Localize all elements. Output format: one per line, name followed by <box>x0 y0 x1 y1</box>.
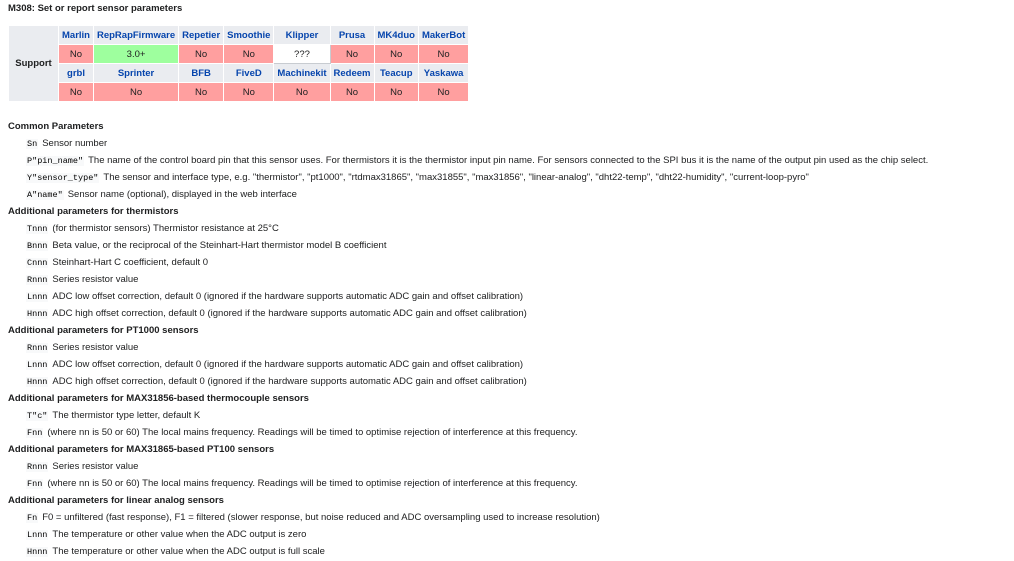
firmware-support-status: No <box>274 83 330 102</box>
section-heading: Additional parameters for linear analog sensors <box>8 495 224 506</box>
firmware-link[interactable]: RepRapFirmware <box>93 26 178 45</box>
parameter-item <box>8 135 1008 152</box>
parameter-description: Beta value, or the reciprocal of the Steinhart-Hart thermistor model B coefficient <box>52 240 387 251</box>
parameter-code: Bnnn <box>27 241 48 251</box>
support-table <box>8 25 469 102</box>
parameter-description: Series resistor value <box>52 274 139 285</box>
firmware-link[interactable]: BFB <box>179 64 224 83</box>
firmware-link[interactable]: Machinekit <box>274 64 330 83</box>
firmware-link[interactable]: Smoothie <box>224 26 274 45</box>
firmware-link[interactable]: Marlin <box>59 26 94 45</box>
parameter-description: F0 = unfiltered (fast response), F1 = filtered (slower response, but noise reduced and ADC oversampling used to increase resolution) <box>42 512 600 523</box>
firmware-link[interactable]: FiveD <box>224 64 274 83</box>
parameter-description: ADC low offset correction, default 0 (ignored if the hardware supports automatic ADC gain and offset calibration) <box>52 291 524 302</box>
firmware-support-status: No <box>330 83 374 102</box>
parameter-code: P"pin_name" <box>27 156 84 166</box>
firmware-support-status: No <box>374 83 418 102</box>
parameter-code: Tnnn <box>27 224 48 234</box>
parameter-description: (where nn is 50 or 60) The local mains frequency. Readings will be timed to optimise rejection of interference at this frequency. <box>47 478 578 489</box>
firmware-link[interactable]: Redeem <box>330 64 374 83</box>
firmware-support-status: No <box>179 83 224 102</box>
firmware-link[interactable]: Klipper <box>274 26 330 45</box>
section-heading: Additional parameters for MAX31865-based PT100 sensors <box>8 444 275 455</box>
section-heading: Additional parameters for PT1000 sensors <box>8 325 199 336</box>
parameter-code: Rnnn <box>27 275 48 285</box>
parameters-content <box>8 118 1008 560</box>
parameter-item <box>8 305 1008 322</box>
parameter-item <box>8 356 1008 373</box>
parameter-description: The sensor and interface type, e.g. "thermistor", "pt1000", "rtdmax31865", "max31855", "max31856", "linear-analog", "dht22-temp", "dht22-humidity", "current-loop-pyro" <box>103 172 809 183</box>
firmware-link[interactable]: MK4duo <box>374 26 418 45</box>
parameter-item <box>8 373 1008 390</box>
parameter-code: Lnnn <box>27 360 48 370</box>
parameter-item <box>8 186 1008 203</box>
firmware-link[interactable]: Teacup <box>374 64 418 83</box>
firmware-support-status: No <box>179 45 224 64</box>
parameter-description: The temperature or other value when the ADC output is zero <box>52 529 307 540</box>
parameter-item <box>8 254 1008 271</box>
firmware-support-status: No <box>224 83 274 102</box>
parameter-description: The thermistor type letter, default K <box>52 410 201 421</box>
parameter-code: T"c" <box>27 411 48 421</box>
firmware-link[interactable]: Sprinter <box>93 64 178 83</box>
support-row-label: Support <box>9 26 59 102</box>
parameter-description: Sensor number <box>42 138 108 149</box>
firmware-link[interactable]: MakerBot <box>418 26 468 45</box>
parameter-code: Fnn <box>27 428 43 438</box>
parameter-code: Hnnn <box>27 377 48 387</box>
parameter-item <box>8 475 1008 492</box>
firmware-support-status: No <box>330 45 374 64</box>
firmware-support-status: No <box>418 45 468 64</box>
firmware-link[interactable]: Repetier <box>179 26 224 45</box>
parameter-item <box>8 288 1008 305</box>
parameter-item <box>8 509 1008 526</box>
parameter-code: A"name" <box>27 190 63 200</box>
parameter-code: Rnnn <box>27 343 48 353</box>
firmware-link[interactable]: Yaskawa <box>418 64 468 83</box>
firmware-support-status: No <box>93 83 178 102</box>
parameter-item <box>8 526 1008 543</box>
page-title: M308: Set or report sensor parameters <box>8 3 183 14</box>
parameter-code: Rnnn <box>27 462 48 472</box>
parameter-description: The temperature or other value when the ADC output is full scale <box>52 546 325 557</box>
parameter-code: Lnnn <box>27 530 48 540</box>
parameter-item <box>8 237 1008 254</box>
parameter-code: Lnnn <box>27 292 48 302</box>
parameter-item <box>8 407 1008 424</box>
parameter-description: ADC high offset correction, default 0 (ignored if the hardware supports automatic ADC gain and offset calibration) <box>52 376 527 387</box>
firmware-link[interactable]: grbl <box>59 64 94 83</box>
parameter-description: The name of the control board pin that this sensor uses. For thermistors it is the thermistor input pin name. For sensors connected to the SPI bus it is the name of the output pin used as the chip select. <box>88 155 929 166</box>
parameter-description: Series resistor value <box>52 461 139 472</box>
parameter-item <box>8 424 1008 441</box>
firmware-support-status: ??? <box>274 45 330 64</box>
parameter-code: Fnn <box>27 479 43 489</box>
parameter-description: ADC high offset correction, default 0 (ignored if the hardware supports automatic ADC gain and offset calibration) <box>52 308 527 319</box>
parameter-code: Cnnn <box>27 258 48 268</box>
parameter-code: Y"sensor_type" <box>27 173 99 183</box>
firmware-support-status: No <box>59 45 94 64</box>
parameter-description: Steinhart-Hart C coefficient, default 0 <box>52 257 209 268</box>
parameter-description: ADC low offset correction, default 0 (ignored if the hardware supports automatic ADC gain and offset calibration) <box>52 359 524 370</box>
firmware-link[interactable]: Prusa <box>330 26 374 45</box>
parameter-item <box>8 169 1008 186</box>
parameter-item <box>8 220 1008 237</box>
parameter-code: Sn <box>27 139 38 149</box>
parameter-item <box>8 339 1008 356</box>
firmware-support-status: No <box>418 83 468 102</box>
parameter-code: Fn <box>27 513 38 523</box>
parameter-item <box>8 271 1008 288</box>
parameter-code: Hnnn <box>27 309 48 319</box>
parameter-code: Hnnn <box>27 547 48 557</box>
firmware-support-status: No <box>224 45 274 64</box>
firmware-support-status: No <box>374 45 418 64</box>
parameter-description: (where nn is 50 or 60) The local mains frequency. Readings will be timed to optimise rejection of interference at this frequency. <box>47 427 578 438</box>
parameter-item <box>8 458 1008 475</box>
section-heading: Additional parameters for MAX31856-based thermocouple sensors <box>8 393 309 404</box>
section-heading: Additional parameters for thermistors <box>8 206 179 217</box>
parameter-description: (for thermistor sensors) Thermistor resistance at 25°C <box>52 223 279 234</box>
firmware-support-status: 3.0+ <box>93 45 178 64</box>
firmware-support-status: No <box>59 83 94 102</box>
parameter-item <box>8 152 1008 169</box>
parameter-description: Series resistor value <box>52 342 139 353</box>
parameter-description: Sensor name (optional), displayed in the web interface <box>67 189 297 200</box>
parameter-item <box>8 543 1008 560</box>
section-heading: Common Parameters <box>8 121 104 132</box>
